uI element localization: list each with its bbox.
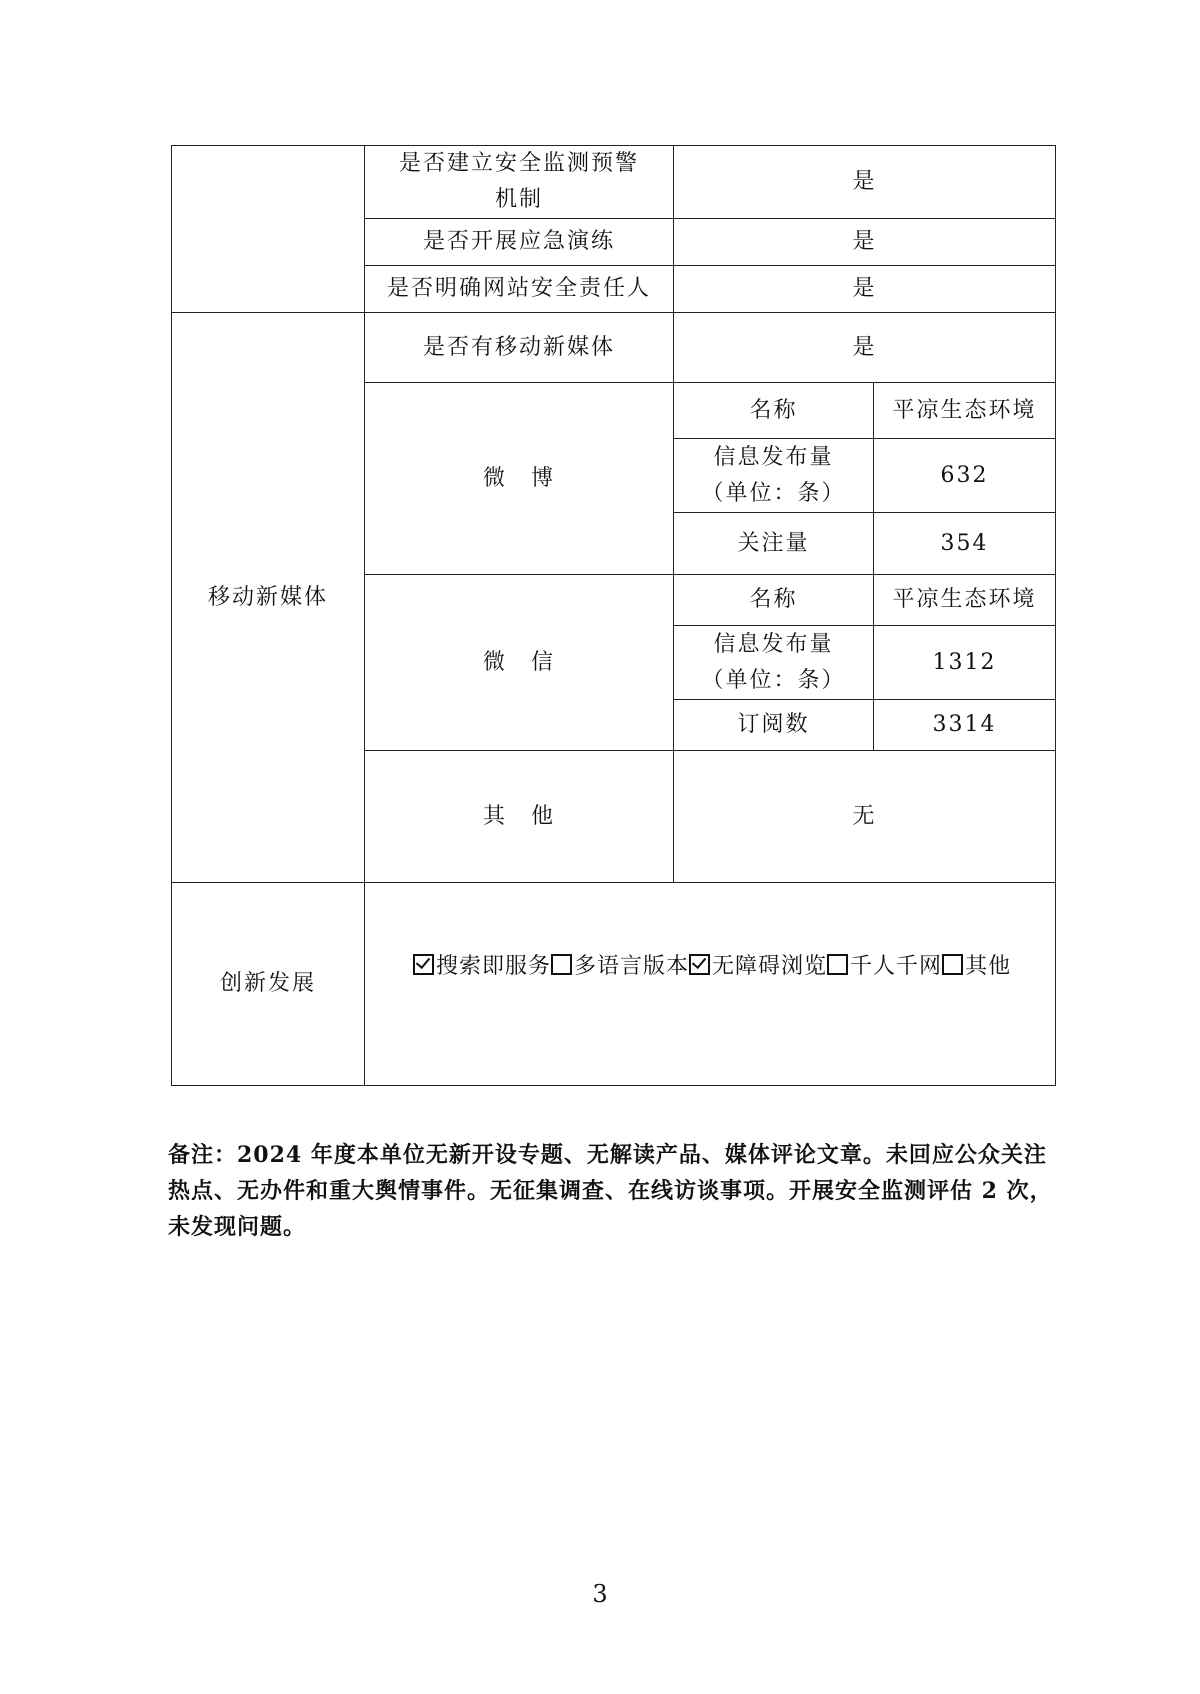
wechat-count-label — [674, 626, 874, 700]
checkbox-icon[interactable] — [827, 954, 848, 975]
wechat-sub-value: 3314 — [874, 700, 1056, 751]
wechat-count-value: 1312 — [874, 626, 1056, 700]
innovation-option — [413, 954, 551, 979]
row-value: 是 — [674, 266, 1056, 313]
option-label: 搜索即服务 — [436, 954, 552, 979]
row-value: 是 — [674, 313, 1056, 383]
weibo-label: 微 博 — [365, 383, 674, 575]
row-label-line: 机制 — [494, 187, 543, 212]
option-label: 多语言版本 — [574, 954, 690, 979]
checkbox-icon[interactable] — [551, 954, 572, 975]
row-label: 是否明确网站安全责任人 — [365, 266, 674, 313]
wechat-sub-label: 订阅数 — [674, 700, 874, 751]
table-row — [172, 146, 1056, 219]
other-value: 无 — [674, 751, 1056, 883]
option-label: 无障碍浏览 — [712, 954, 828, 979]
innovation-option — [551, 954, 689, 979]
row-label: 是否开展应急演练 — [365, 219, 674, 266]
other-label: 其 他 — [365, 751, 674, 883]
row-label — [365, 146, 674, 219]
row-label-line: 是否建立安全监测预警 — [398, 151, 639, 176]
weibo-name-label: 名称 — [674, 383, 874, 439]
checkbox-icon[interactable] — [413, 954, 434, 975]
security-section-cell — [172, 146, 365, 313]
wechat-label: 微 信 — [365, 575, 674, 751]
wechat-name-value: 平凉生态环境 — [874, 575, 1056, 626]
innovation-label: 创新发展 — [172, 883, 365, 1086]
mobile-section-label: 移动新媒体 — [172, 313, 365, 883]
weibo-count-value: 632 — [874, 439, 1056, 513]
report-table — [171, 145, 1056, 1086]
note-paragraph: 备注：2024 年度本单位无新开设专题、无解读产品、媒体评论文章。未回应公众关注热点、无办件和重大舆情事件。无征集调查、在线访谈事项。开展安全监测评估 2 次，未发现问题。 — [168, 1142, 1053, 1240]
weibo-follow-label: 关注量 — [674, 513, 874, 575]
weibo-name-value: 平凉生态环境 — [874, 383, 1056, 439]
label-line: 信息发布量 — [713, 631, 834, 657]
option-label: 其他 — [965, 954, 1012, 979]
row-value: 是 — [674, 146, 1056, 219]
wechat-name-label: 名称 — [674, 575, 874, 626]
label-line: （单位：条） — [701, 667, 846, 693]
checkbox-icon[interactable] — [942, 954, 963, 975]
row-value: 是 — [674, 219, 1056, 266]
table-row — [172, 313, 1056, 383]
innovation-options — [365, 883, 1056, 1086]
innovation-option — [827, 954, 942, 979]
checkbox-icon[interactable] — [689, 954, 710, 975]
innovation-option — [942, 954, 1011, 979]
row-label: 是否有移动新媒体 — [365, 313, 674, 383]
label-line: （单位：条） — [701, 480, 846, 506]
weibo-follow-value: 354 — [874, 513, 1056, 575]
label-line: 信息发布量 — [713, 444, 834, 470]
weibo-count-label — [674, 439, 874, 513]
innovation-option — [689, 954, 827, 979]
page-number: 3 — [592, 1580, 608, 1608]
option-label: 千人千网 — [850, 954, 943, 979]
table-row — [172, 883, 1056, 1086]
